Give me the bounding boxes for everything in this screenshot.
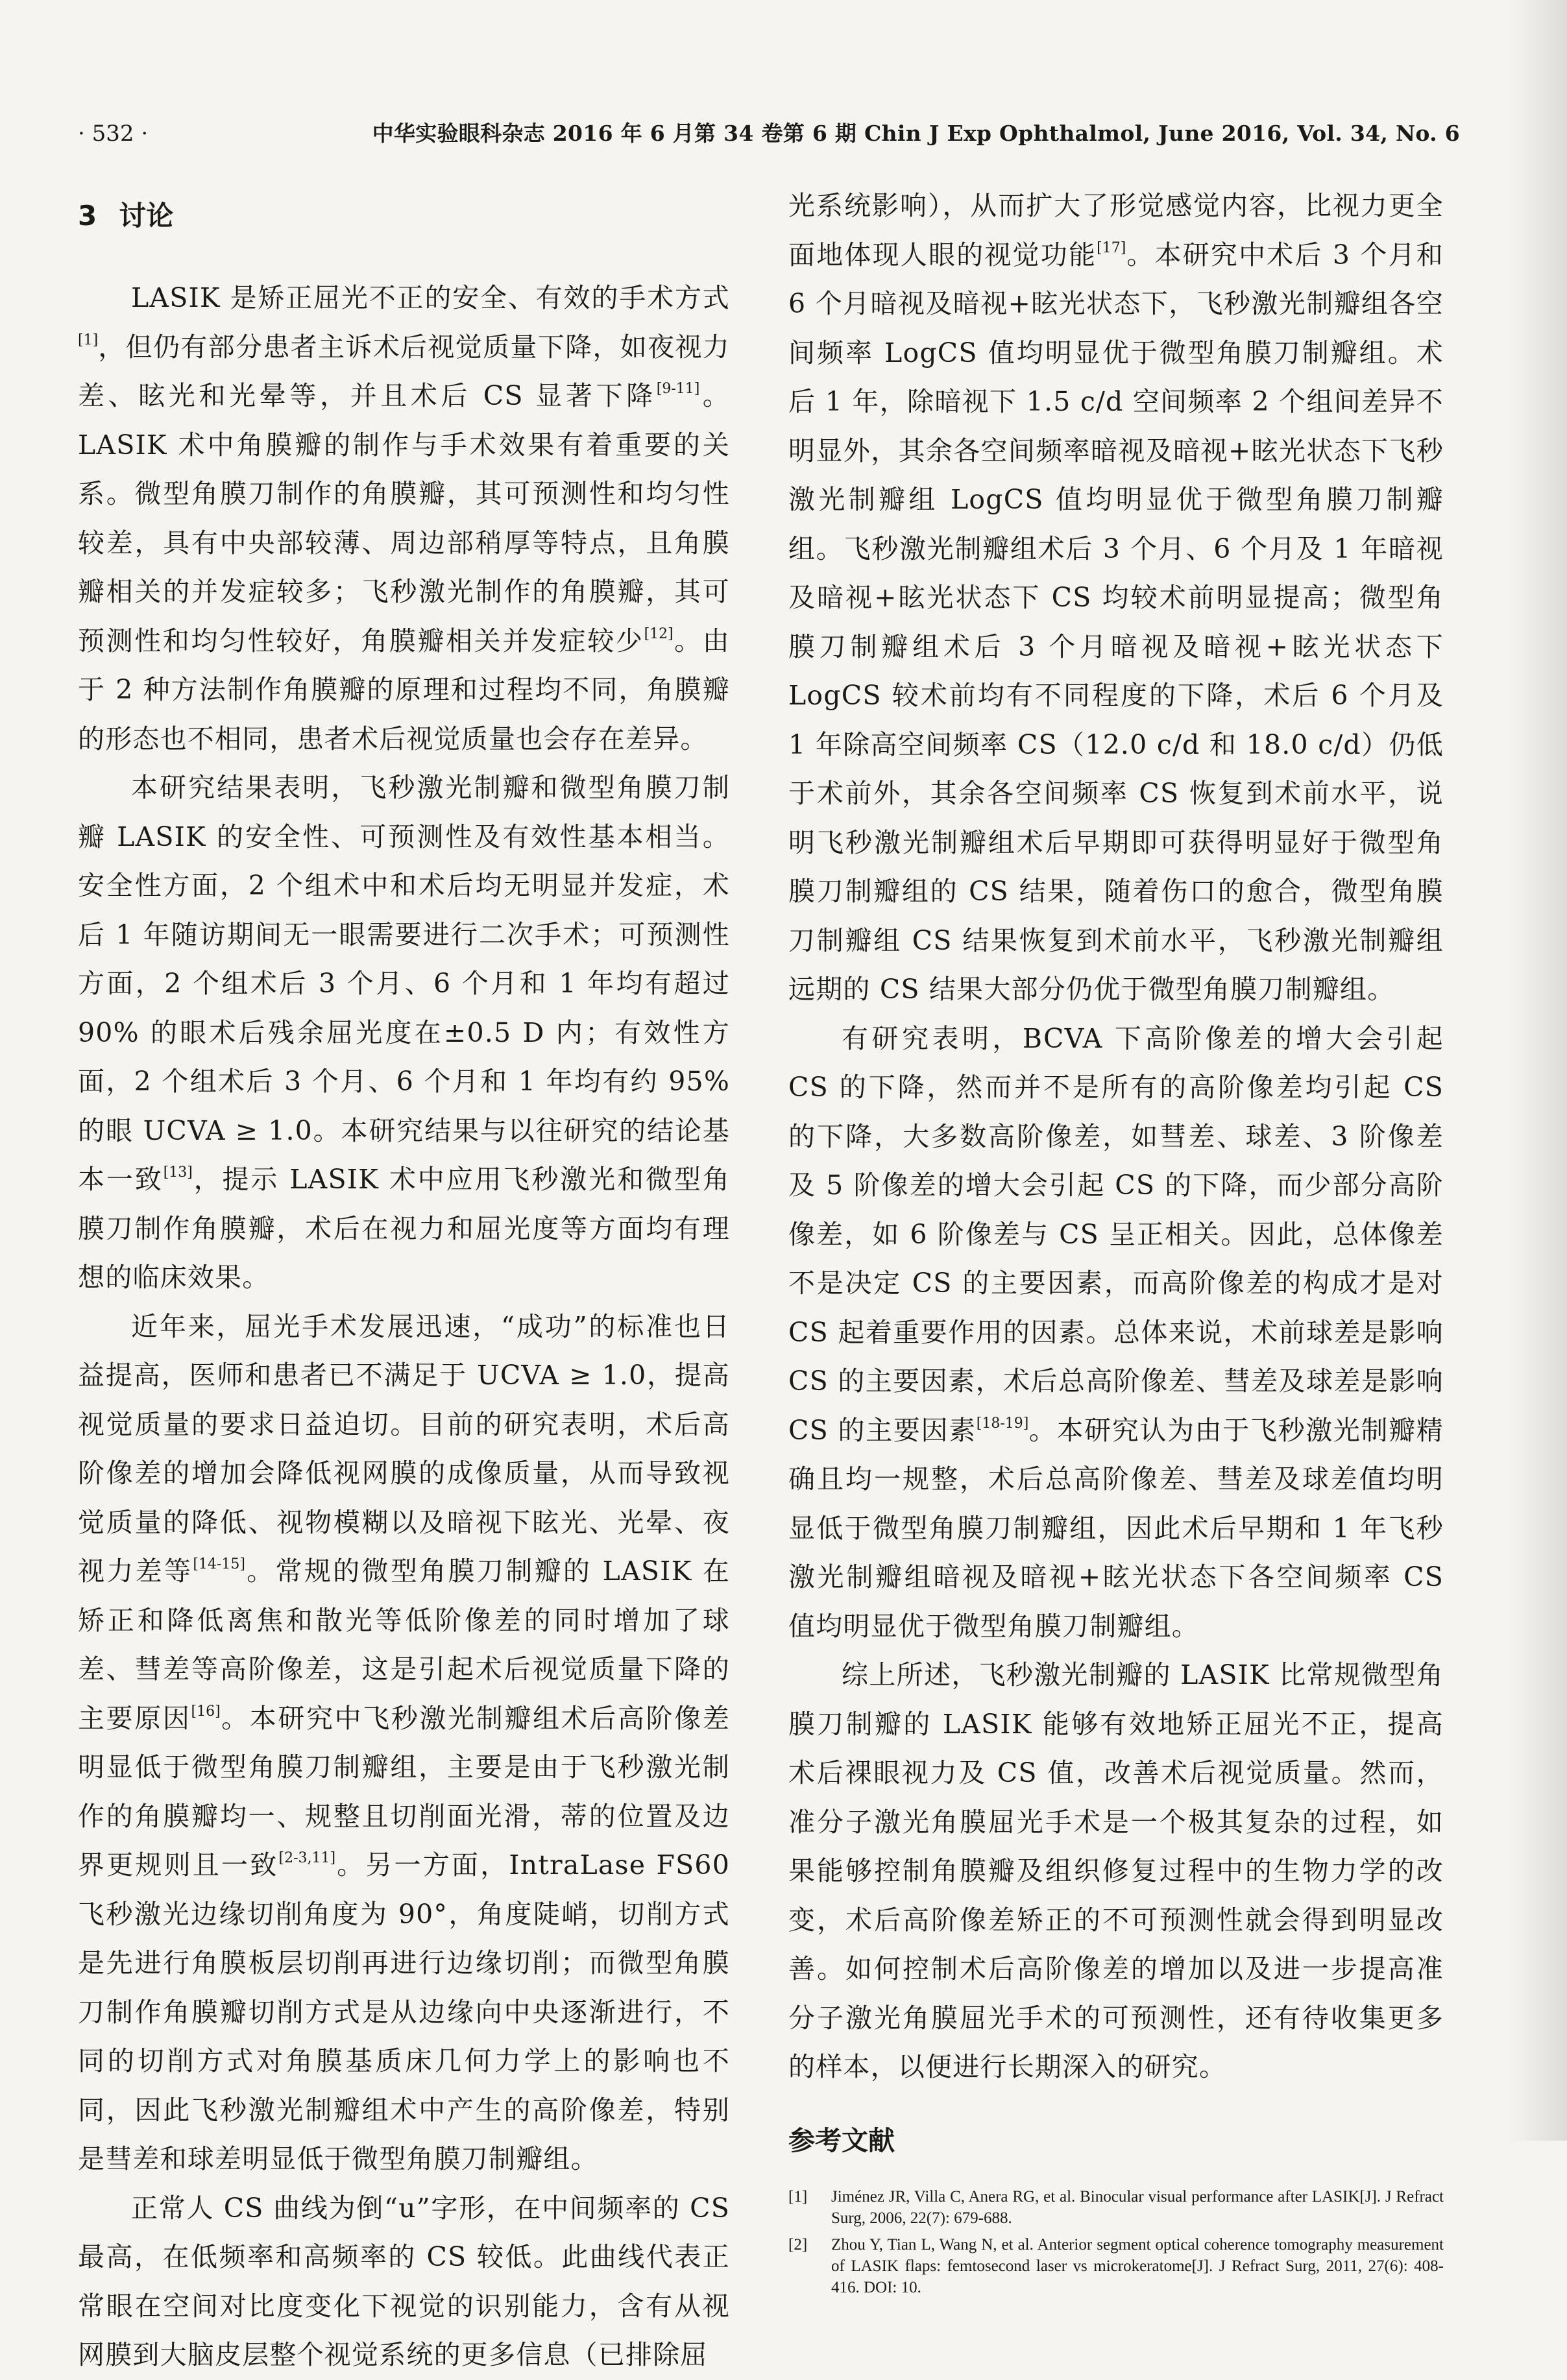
reference-number: [1] — [788, 2187, 808, 2206]
citation: [12] — [644, 625, 674, 642]
citation: [1] — [78, 331, 99, 348]
paragraph-5: 光系统影响），从而扩大了形觉感觉内容，比视力更全面地体现人眼的视觉功能[17]。本研究中术后 3 个月和 6 个月暗视及暗视+眩光状态下，飞秒激光制瓣组各空间频率 LogCS 值均明显优于微型角膜刀制瓣组。术后 1 年，除暗视下 1.5 c/d 空间频率 2 个组间差异不明显外，其余各空间频率暗视及暗视+眩光状态下飞秒激光制瓣组 LogCS 值均明显优于微型角膜刀制瓣组。飞秒激光制瓣组术后 3 个月、6 个月及 1 年暗视及暗视+眩光状态下 CS 均较术前明显提高；微型角膜刀制瓣组术后 3 个月暗视及暗视+眩光状态下 LogCS 较术前均有不同程度的下降，术后 6 个月及 1 年除高空间频率 CS（12.0 c/d 和 18.0 c/d）仍低于术前外，其余各空间频率 CS 恢复到术前水平，说明飞秒激光制瓣组术后早期即可获得明显好于微型角膜刀制瓣组的 CS 结果，随着伤口的愈合，微型角膜刀制瓣组 CS 结果恢复到术前水平，飞秒激光制瓣组远期的 CS 结果大部分仍优于微型角膜刀制瓣组。 — [788, 190, 1444, 1005]
reference-item — [788, 2186, 1444, 2229]
page-number: · 532 · — [78, 121, 149, 147]
citation: [9-11] — [656, 381, 700, 397]
citation: [17] — [1097, 239, 1126, 256]
running-header — [78, 117, 1460, 156]
section-title: 讨论 — [119, 200, 174, 232]
citation: [14-15] — [193, 1556, 245, 1572]
reference-text: Zhou Y, Tian L, Wang N, et al. Anterior segment optical coherence tomography measurement of LASIK flaps: femtosecond laser vs microkeratome[J]. J Refract Surg, 2011, 27(6): 408-416. DOI: 10. — [831, 2235, 1444, 2296]
citation: [16] — [191, 1703, 221, 1720]
paragraph-1: LASIK 是矫正屈光不正的安全、有效的手术方式[1]，但仍有部分患者主诉术后视觉质量下降，如夜视力差、眩光和光晕等，并且术后 CS 显著下降[9-11]。LASIK 术中角膜瓣的制作与手术效果有着重要的关系。微型角膜刀制作的角膜瓣，其可预测性和均匀性较差，具有中央部较薄、周边部稍厚等特点，且角膜瓣相关的并发症较多；飞秒激光制作的角膜瓣，其可预测性和均匀性较好，角膜瓣相关并发症较少[12]。由于 2 种方法制作角膜瓣的原理和过程均不同，角膜瓣的形态也不相同，患者术后视觉质量也会存在差异。 — [78, 282, 731, 754]
journal-citation: 中华实验眼科杂志 2016 年 6 月第 34 卷第 6 期 Chin J Exp Ophthalmol, June 2016, Vol. 34, No. 6 — [372, 121, 1460, 146]
reference-item — [788, 2234, 1444, 2298]
paragraph-3: 近年来，屈光手术发展迅速，“成功”的标准也日益提高，医师和患者已不满足于 UCVA ≥ 1.0，提高视觉质量的要求日益迫切。目前的研究表明，术后高阶像差的增加会降低视网膜的成像质量，从而导致视觉质量的降低、视物模糊以及暗视下眩光、光晕、夜视力差等[14-15]。常规的微型角膜刀制瓣的 LASIK 在矫正和降低离焦和散光等低阶像差的同时增加了球差、彗差等高阶像差，这是引起术后视觉质量下降的主要原因[16]。本研究中飞秒激光制瓣组术后高阶像差明显低于微型角膜刀制瓣组，主要是由于飞秒激光制作的角膜瓣均一、规整且切削面光滑，蒂的位置及边界更规则且一致[2-3,11]。另一方面，IntraLase FS60 飞秒激光边缘切削角度为 90°，角度陡峭，切削方式是先进行角膜板层切削再进行边缘切削；而微型角膜刀制作角膜瓣切削方式是从边缘向中央逐渐进行，不同的切削方式对角膜基质床几何力学上的影响也不同，因此飞秒激光制瓣组术中产生的高阶像差，特别是彗差和球差明显低于微型角膜刀制瓣组。 — [78, 1310, 730, 2174]
reference-number: [2] — [788, 2235, 808, 2254]
reference-text: Jiménez JR, Villa C, Anera RG, et al. Binocular visual performance after LASIK[J]. J Refract Surg, 2006, 22(7): 679-688. — [831, 2187, 1444, 2227]
page-edge-shadow — [1509, 0, 1567, 2141]
paragraph-7: 综上所述，飞秒激光制瓣的 LASIK 比常规微型角膜刀制瓣的 LASIK 能够有效地矫正屈光不正，提高术后裸眼视力及 CS 值，改善术后视觉质量。然而，准分子激光角膜屈光手术是一个极其复杂的过程，如果能够控制角膜瓣及组织修复过程中的生物力学的改变，术后高阶像差矫正的不可预测性就会得到明显改善。如何控制术后高阶像差的增加以及进一步提高准分子激光角膜屈光手术的可预测性，还有待收集更多的样本，以便进行长期深入的研究。 — [788, 1659, 1444, 2082]
left-column — [78, 188, 730, 2380]
citation: [18-19] — [976, 1415, 1029, 1432]
paragraph-4: 正常人 CS 曲线为倒“u”字形，在中间频率的 CS 最高，在低频率和高频率的 CS 较低。此曲线代表正常眼在空间对比度变化下视觉的识别能力，含有从视网膜到大脑皮层整个视觉系统的更多信息（已排除屈 — [78, 2192, 730, 2370]
citation: [2-3,11] — [278, 1850, 336, 1866]
paragraph-2: 本研究结果表明，飞秒激光制瓣和微型角膜刀制瓣 LASIK 的安全性、可预测性及有效性基本相当。安全性方面，2 个组术中和术后均无明显并发症，术后 1 年随访期间无一眼需要进行二次手术；可预测性方面，2 个组术后 3 个月、6 个月和 1 年均有超过 90% 的眼术后残余屈光度在±0.5 D 内；有效性方面，2 个组术后 3 个月、6 个月和 1 年均有约 95% 的眼 UCVA ≥ 1.0。本研究结果与以往研究的结论基本一致[13]，提示 LASIK 术中应用飞秒激光和微型角膜刀制作角膜瓣，术后在视力和屈光度等方面均有理想的临床效果。 — [78, 772, 730, 1293]
section-number: 3 — [78, 200, 97, 232]
right-column — [788, 182, 1444, 2303]
paragraph-6: 有研究表明，BCVA 下高阶像差的增大会引起 CS 的下降，然而并不是所有的高阶像差均引起 CS 的下降，大多数高阶像差，如彗差、球差、3 阶像差及 5 阶像差的增大会引起 CS 的下降，而少部分高阶像差，如 6 阶像差与 CS 呈正相关。因此，总体像差不是决定 CS 的主要因素，而高阶像差的构成才是对 CS 起着重要作用的因素。总体来说，术前球差是影响 CS 的主要因素，术后总高阶像差、彗差及球差是影响 CS 的主要因素[18-19]。本研究认为由于飞秒激光制瓣精确且均一规整，术后总高阶像差、彗差及球差值均明显低于微型角膜刀制瓣组，因此术后早期和 1 年飞秒激光制瓣组暗视及暗视+眩光状态下各空间频率 CS 值均明显优于微型角膜刀制瓣组。 — [788, 1022, 1444, 1642]
references-heading: 参考文献 — [788, 2124, 895, 2156]
section-heading — [78, 195, 730, 234]
citation: [13] — [163, 1164, 193, 1181]
